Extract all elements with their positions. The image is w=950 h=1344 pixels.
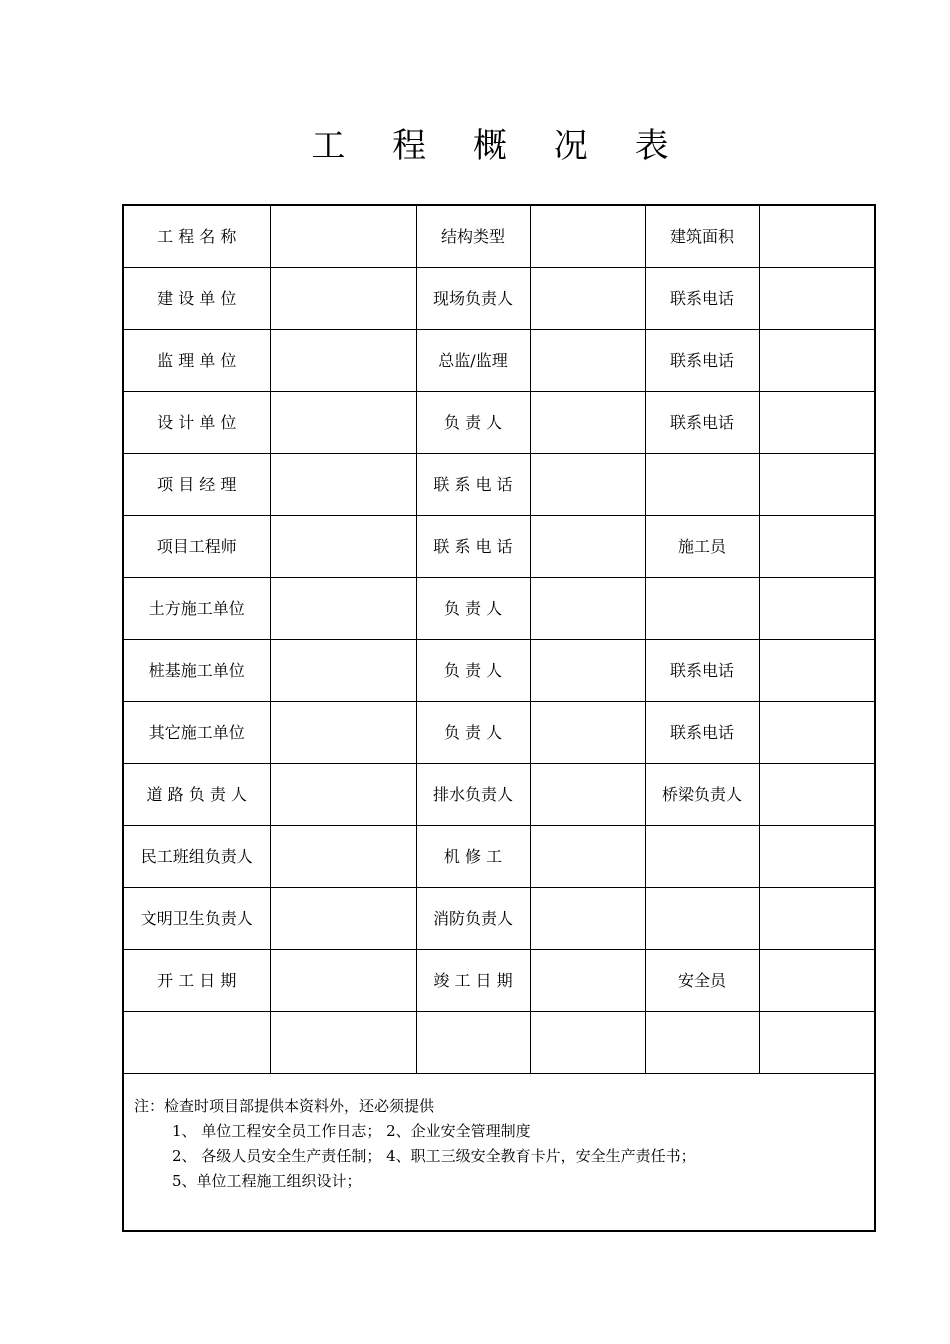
field-label-cell: 联系电话 [645,268,759,330]
field-value-cell[interactable] [270,205,416,268]
table-row [123,640,875,702]
table-body [123,205,875,1074]
field-value-cell[interactable] [530,1012,645,1074]
field-label-cell [416,1012,530,1074]
table-row [123,516,875,578]
note-cell [123,1074,875,1232]
field-value-cell[interactable] [759,330,875,392]
field-label-cell: 竣 工 日 期 [416,950,530,1012]
field-label-cell: 桥梁负责人 [645,764,759,826]
field-label-cell: 项 目 经 理 [123,454,270,516]
table-row [123,268,875,330]
field-value-cell[interactable] [759,640,875,702]
field-value-cell[interactable] [759,888,875,950]
field-label-cell: 负 责 人 [416,640,530,702]
field-value-cell[interactable] [270,950,416,1012]
field-value-cell[interactable] [530,392,645,454]
field-label-cell: 联系电话 [645,330,759,392]
field-value-cell[interactable] [270,578,416,640]
note-item-1: 1、 单位工程安全员工作日志； 2、企业安全管理制度 [172,1122,531,1140]
field-value-cell[interactable] [270,1012,416,1074]
table-row [123,454,875,516]
field-label-cell: 机 修 工 [416,826,530,888]
field-label-cell: 联 系 电 话 [416,516,530,578]
field-value-cell[interactable] [759,1012,875,1074]
field-label-cell: 其它施工单位 [123,702,270,764]
field-label-cell [645,826,759,888]
field-value-cell[interactable] [530,764,645,826]
field-label-cell: 联系电话 [645,392,759,454]
field-value-cell[interactable] [270,392,416,454]
field-value-cell[interactable] [530,950,645,1012]
table-row [123,950,875,1012]
field-label-cell: 设 计 单 位 [123,392,270,454]
field-value-cell[interactable] [759,826,875,888]
field-label-cell: 建筑面积 [645,205,759,268]
field-label-cell: 开 工 日 期 [123,950,270,1012]
table-row [123,330,875,392]
field-value-cell[interactable] [759,702,875,764]
field-value-cell[interactable] [759,268,875,330]
page-title: 工 程 概 况 表 [311,126,687,166]
field-value-cell[interactable] [759,516,875,578]
field-value-cell[interactable] [270,454,416,516]
field-value-cell[interactable] [759,454,875,516]
project-overview-table [122,204,876,1232]
field-value-cell[interactable] [270,764,416,826]
field-label-cell [645,1012,759,1074]
field-label-cell [645,888,759,950]
field-value-cell[interactable] [270,640,416,702]
table-row [123,826,875,888]
field-label-cell: 文明卫生负责人 [123,888,270,950]
table-row [123,205,875,268]
field-label-cell [645,454,759,516]
field-label-cell: 工 程 名 称 [123,205,270,268]
field-value-cell[interactable] [759,392,875,454]
field-label-cell: 联系电话 [645,702,759,764]
field-value-cell[interactable] [530,454,645,516]
field-value-cell[interactable] [759,578,875,640]
note-row [123,1074,875,1232]
note-item-3: 5、单位工程施工组织设计； [172,1172,362,1190]
field-label-cell: 负 责 人 [416,392,530,454]
field-label-cell: 民工班组负责人 [123,826,270,888]
table-row [123,702,875,764]
field-value-cell[interactable] [270,516,416,578]
field-value-cell[interactable] [270,330,416,392]
field-value-cell[interactable] [530,330,645,392]
field-label-cell: 安全员 [645,950,759,1012]
field-value-cell[interactable] [530,888,645,950]
field-label-cell: 施工员 [645,516,759,578]
field-value-cell[interactable] [530,268,645,330]
field-value-cell[interactable] [270,702,416,764]
field-label-cell: 监 理 单 位 [123,330,270,392]
field-label-cell [645,578,759,640]
field-label-cell: 项目工程师 [123,516,270,578]
note-heading: 注：检查时项目部提供本资料外，还必须提供 [134,1097,435,1115]
field-label-cell: 联系电话 [645,640,759,702]
field-value-cell[interactable] [530,516,645,578]
field-label-cell: 土方施工单位 [123,578,270,640]
field-value-cell[interactable] [270,826,416,888]
field-label-cell: 总监/监理 [416,330,530,392]
field-label-cell: 负 责 人 [416,578,530,640]
field-label-cell: 结构类型 [416,205,530,268]
field-label-cell: 负 责 人 [416,702,530,764]
field-value-cell[interactable] [270,888,416,950]
table-row [123,578,875,640]
field-label-cell: 消防负责人 [416,888,530,950]
field-label-cell: 现场负责人 [416,268,530,330]
field-label-cell: 排水负责人 [416,764,530,826]
table-row [123,888,875,950]
field-value-cell[interactable] [530,640,645,702]
field-value-cell[interactable] [759,764,875,826]
field-value-cell[interactable] [530,826,645,888]
table-row [123,392,875,454]
field-value-cell[interactable] [530,578,645,640]
field-value-cell[interactable] [759,950,875,1012]
field-label-cell: 道 路 负 责 人 [123,764,270,826]
field-label-cell [123,1012,270,1074]
field-label-cell: 联 系 电 话 [416,454,530,516]
field-label-cell: 建 设 单 位 [123,268,270,330]
field-value-cell[interactable] [530,205,645,268]
field-value-cell[interactable] [759,205,875,268]
table-row [123,1012,875,1074]
table-row [123,764,875,826]
field-value-cell[interactable] [530,702,645,764]
note-item-2: 2、 各级人员安全生产责任制； 4、职工三级安全教育卡片，安全生产责任书； [172,1147,696,1165]
field-label-cell: 桩基施工单位 [123,640,270,702]
field-value-cell[interactable] [270,268,416,330]
